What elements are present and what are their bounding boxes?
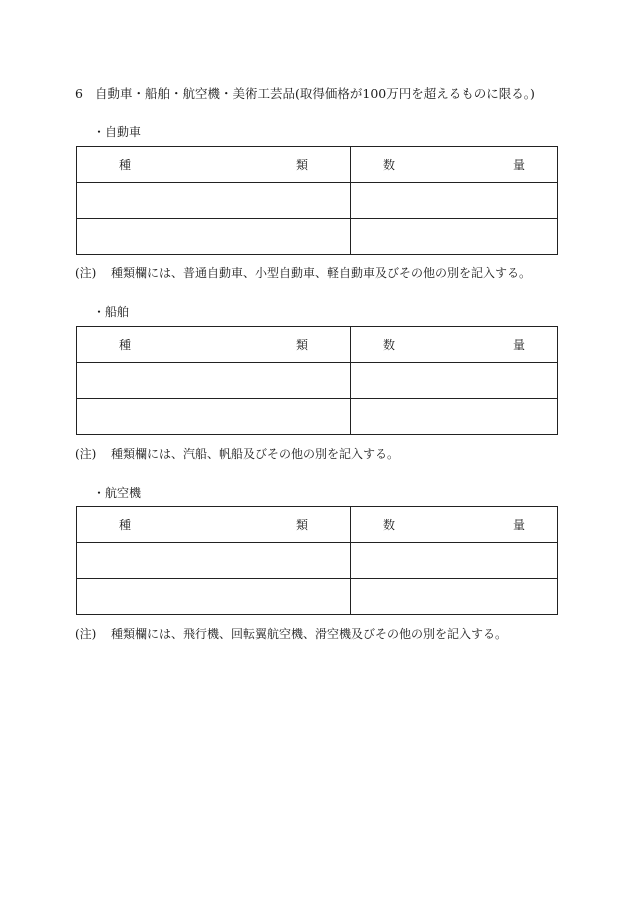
quantity-cell[interactable] <box>351 183 558 219</box>
section-number: 6 <box>75 86 83 101</box>
note-mark: (注) <box>75 447 97 461</box>
kind-header-char-1: 種 <box>119 518 132 532</box>
note-text: 種類欄には、汽船、帆船及びその他の別を記入する。 <box>111 447 400 461</box>
table-row <box>77 399 558 435</box>
aircraft-table <box>76 506 558 615</box>
note-text: 種類欄には、飛行機、回転翼航空機、滑空機及びその他の別を記入する。 <box>111 627 508 641</box>
section-title: 自動車・船舶・航空機・美術工芸品(取得価格が100万円を超えるものに限る。) <box>95 86 535 101</box>
kind-header-char-2: 類 <box>295 158 308 172</box>
quantity-header <box>351 327 558 363</box>
quantity-cell[interactable] <box>351 579 558 615</box>
table-row <box>77 579 558 615</box>
table-row <box>77 543 558 579</box>
car-table <box>76 146 558 255</box>
quantity-header-char-2: 量 <box>512 158 525 172</box>
aircraft-note <box>75 625 507 642</box>
table-row <box>77 183 558 219</box>
note-mark: (注) <box>75 627 97 641</box>
table-header-row <box>77 507 558 543</box>
table-header-row <box>77 327 558 363</box>
note-mark: (注) <box>75 266 97 280</box>
ship-table <box>76 326 558 435</box>
kind-header-char-1: 種 <box>119 338 132 352</box>
quantity-cell[interactable] <box>351 219 558 255</box>
quantity-header <box>351 147 558 183</box>
quantity-header-char-1: 数 <box>383 338 396 352</box>
quantity-header-char-2: 量 <box>512 518 525 532</box>
kind-header-char-1: 種 <box>119 158 132 172</box>
table-row <box>77 219 558 255</box>
quantity-cell[interactable] <box>351 399 558 435</box>
kind-cell[interactable] <box>77 363 351 399</box>
subsection-title-aircraft: ・航空機 <box>93 486 142 500</box>
quantity-header-char-2: 量 <box>512 338 525 352</box>
quantity-cell[interactable] <box>351 363 558 399</box>
car-note <box>75 264 531 281</box>
kind-header <box>77 147 351 183</box>
subsection-title-ship: ・船舶 <box>93 305 130 319</box>
kind-cell[interactable] <box>77 543 351 579</box>
kind-header-char-2: 類 <box>295 338 308 352</box>
quantity-header-char-1: 数 <box>383 518 396 532</box>
table-row <box>77 363 558 399</box>
ship-note <box>75 445 399 462</box>
kind-header <box>77 507 351 543</box>
quantity-header-char-1: 数 <box>383 158 396 172</box>
quantity-header <box>351 507 558 543</box>
kind-header-char-2: 類 <box>295 518 308 532</box>
kind-header <box>77 327 351 363</box>
kind-cell[interactable] <box>77 183 351 219</box>
kind-cell[interactable] <box>77 219 351 255</box>
kind-cell[interactable] <box>77 579 351 615</box>
quantity-cell[interactable] <box>351 543 558 579</box>
subsection-title-car: ・自動車 <box>93 125 142 139</box>
note-text: 種類欄には、普通自動車、小型自動車、軽自動車及びその他の別を記入する。 <box>111 266 532 280</box>
table-header-row <box>77 147 558 183</box>
kind-cell[interactable] <box>77 399 351 435</box>
section-heading <box>75 84 535 102</box>
